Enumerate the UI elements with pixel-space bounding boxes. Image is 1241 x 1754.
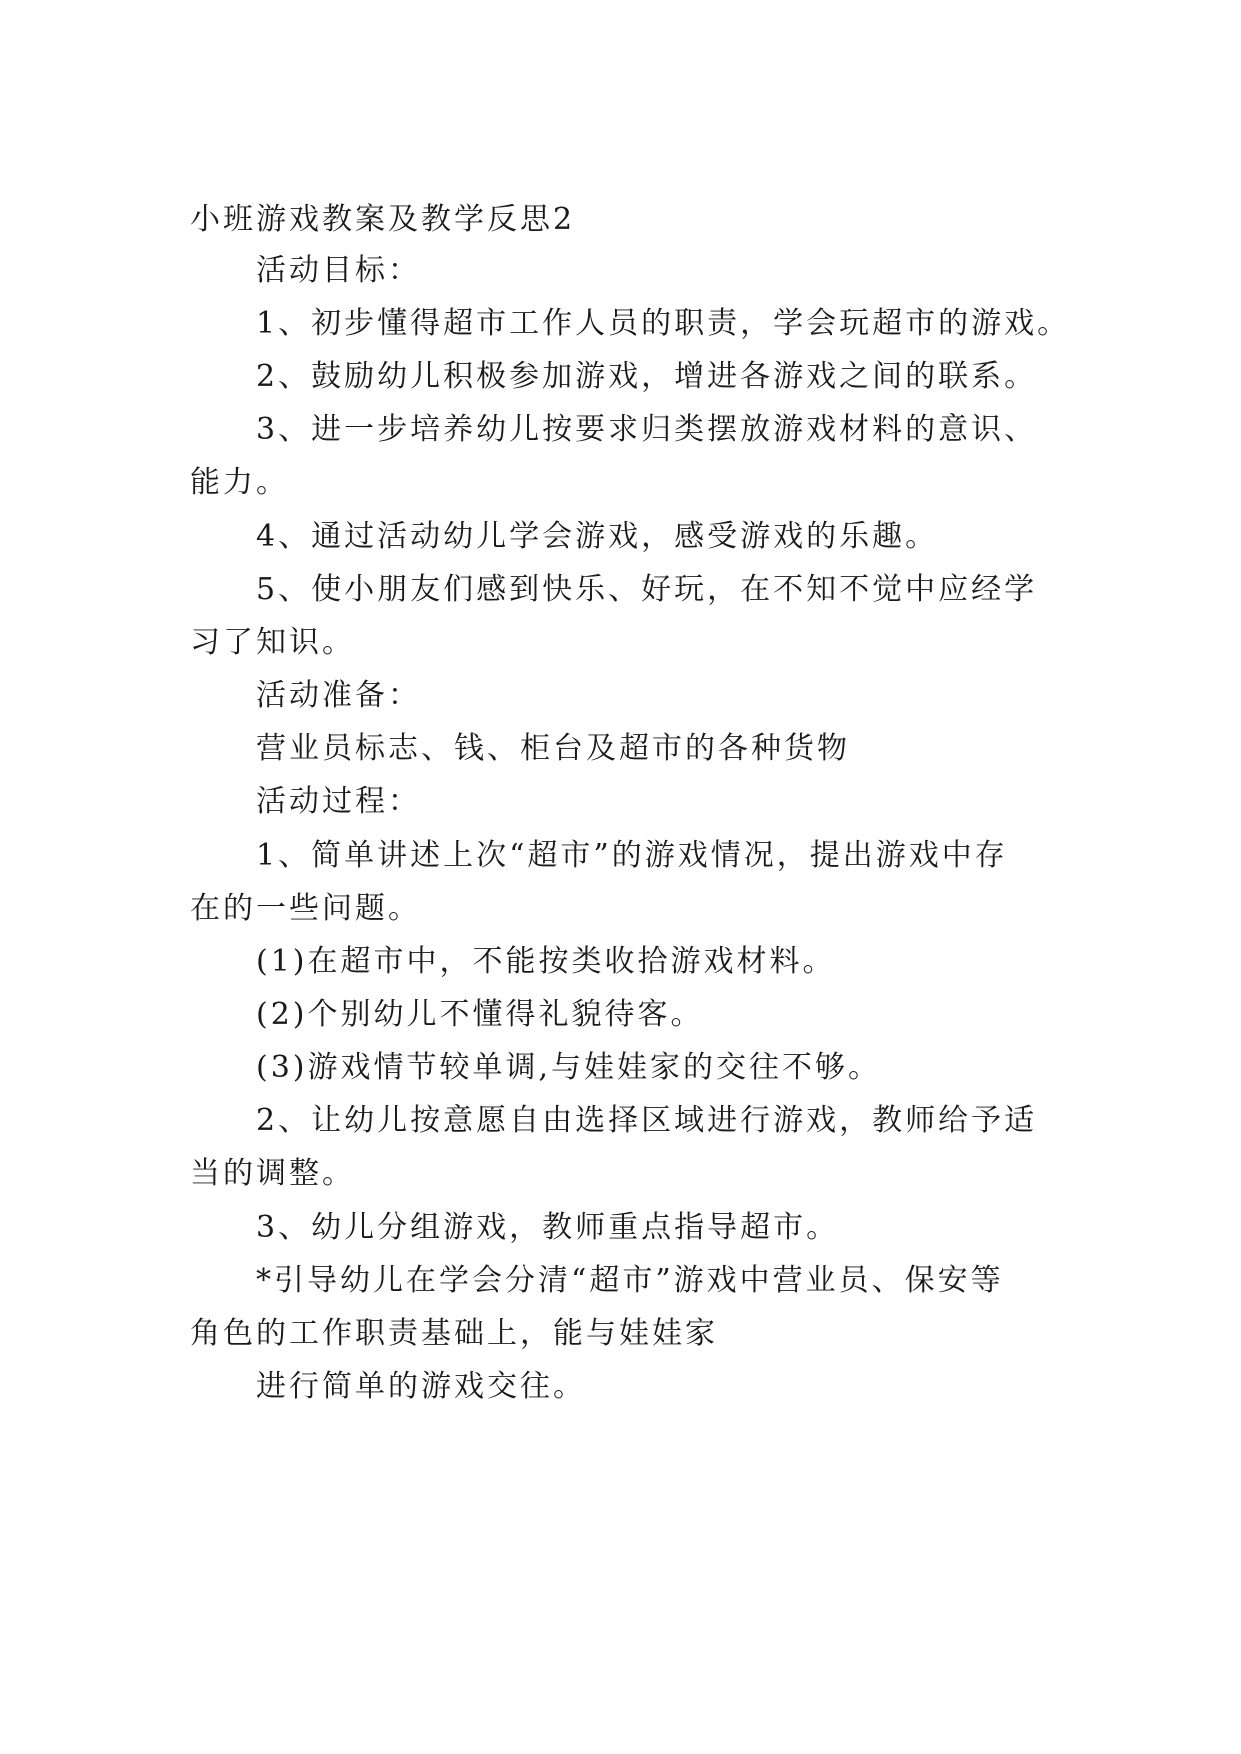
paragraph-line: 1、简单讲述上次“超市”的游戏情况，提出游戏中存 bbox=[256, 838, 1008, 873]
paragraph-line: 角色的工作职责基础上，能与娃娃家 bbox=[190, 1316, 718, 1351]
paragraph-line: 4、通过活动幼儿学会游戏，感受游戏的乐趣。 bbox=[256, 519, 939, 554]
section-heading-goals: 活动目标： bbox=[256, 253, 421, 288]
paragraph-line: 5、使小朋友们感到快乐、好玩，在不知不觉中应经学 bbox=[256, 572, 1038, 607]
paragraph-line: 3、进一步培养幼儿按要求归类摆放游戏材料的意识、 bbox=[256, 412, 1038, 447]
paragraph-line: (3)游戏情节较单调,与娃娃家的交往不够。 bbox=[256, 1050, 882, 1085]
paragraph-line: (1)在超市中，不能按类收拾游戏材料。 bbox=[256, 944, 836, 979]
paragraph-line: 2、让幼儿按意愿自由选择区域进行游戏，教师给予适 bbox=[256, 1103, 1038, 1138]
section-heading-process: 活动过程： bbox=[256, 784, 421, 819]
document-title: 小班游戏教案及教学反思2 bbox=[190, 202, 576, 237]
paragraph-line: 能力。 bbox=[190, 465, 289, 500]
paragraph-line: 3、幼儿分组游戏，教师重点指导超市。 bbox=[256, 1210, 840, 1245]
paragraph-line: 营业员标志、钱、柜台及超市的各种货物 bbox=[256, 731, 850, 766]
paragraph-line: 习了知识。 bbox=[190, 625, 355, 660]
paragraph-line: 进行简单的游戏交往。 bbox=[256, 1369, 586, 1404]
section-heading-preparation: 活动准备： bbox=[256, 678, 421, 713]
paragraph-line: 1、初步懂得超市工作人员的职责，学会玩超市的游戏。 bbox=[256, 306, 1071, 341]
paragraph-line: 当的调整。 bbox=[190, 1156, 355, 1191]
paragraph-line: *引导幼儿在学会分清“超市”游戏中营业员、保安等 bbox=[256, 1263, 1004, 1298]
paragraph-line: (2)个别幼儿不懂得礼貌待客。 bbox=[256, 997, 704, 1032]
paragraph-line: 在的一些问题。 bbox=[190, 891, 421, 926]
paragraph-line: 2、鼓励幼儿积极参加游戏，增进各游戏之间的联系。 bbox=[256, 359, 1038, 394]
